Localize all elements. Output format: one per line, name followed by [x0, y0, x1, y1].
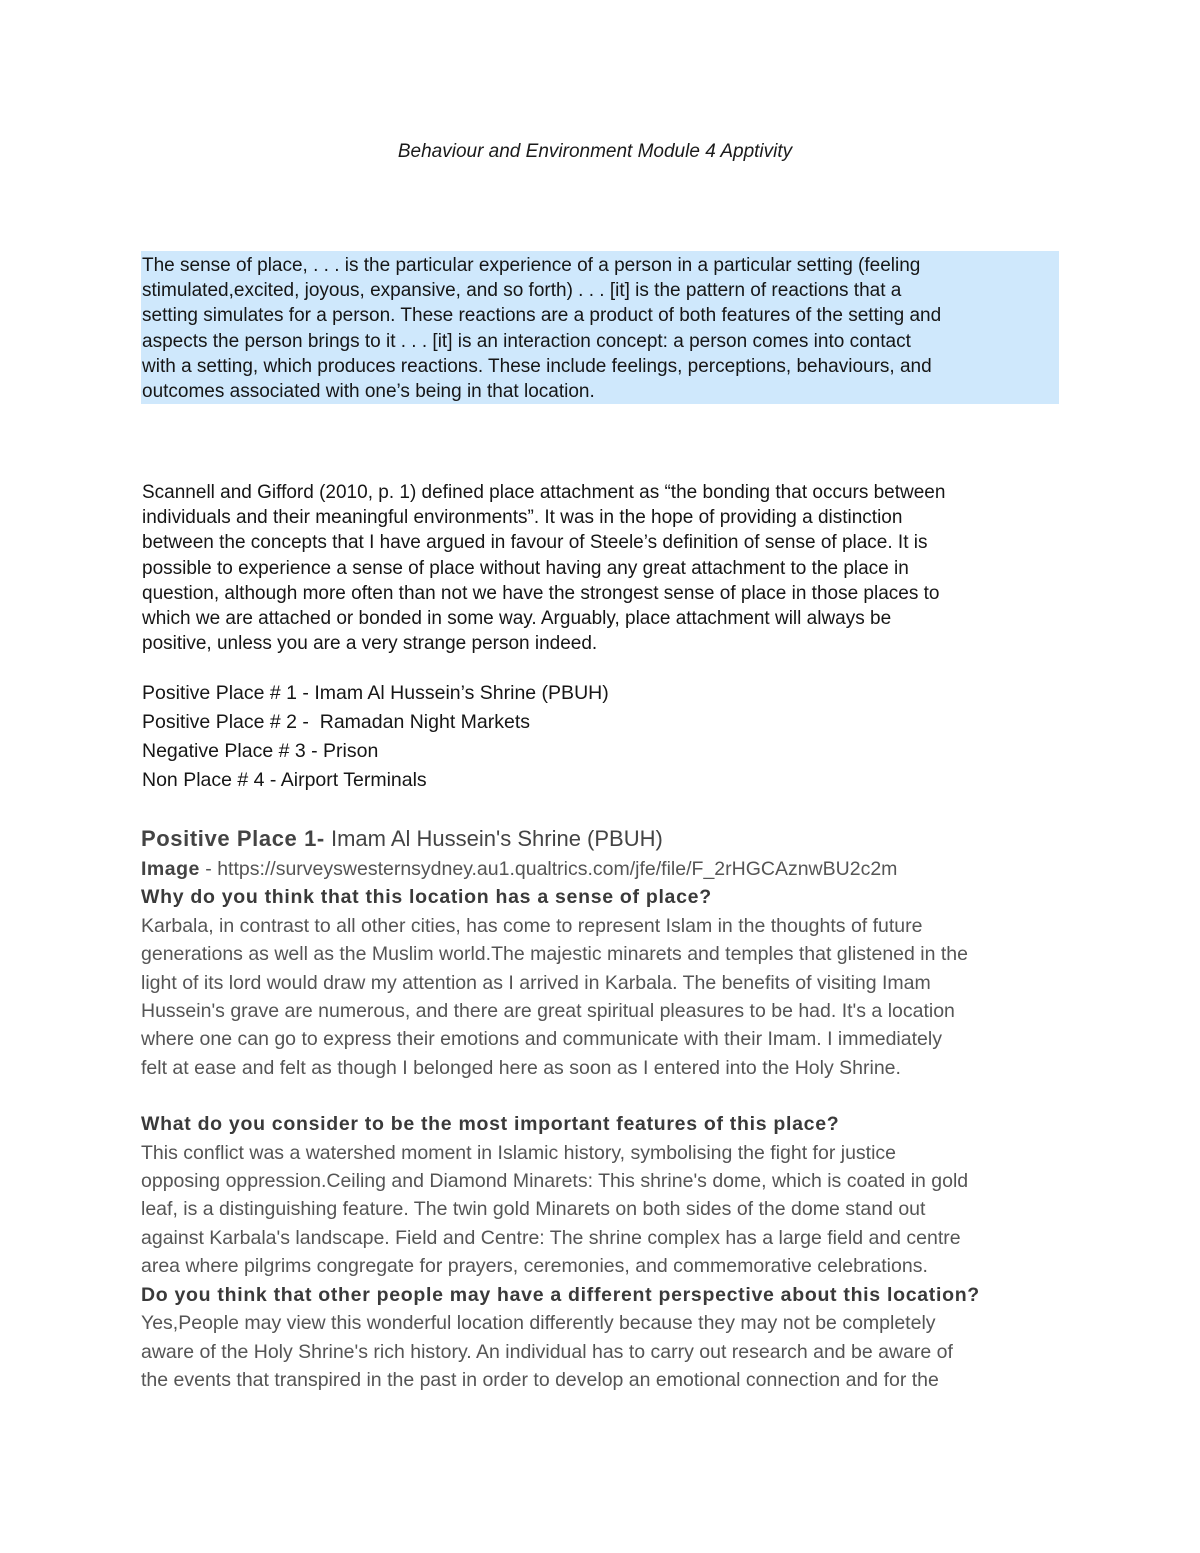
image-url: - https://surveyswesternsydney.au1.qualtrics.com/jfe/file/F_2rHGCAznwBU2c2m [199, 858, 898, 880]
document-title: Behaviour and Environment Module 4 Apptivity [397, 141, 793, 162]
answer-line: opposing oppression.Ceiling and Diamond Minarets: This shrine's dome, which is coated in gold [141, 1170, 969, 1193]
sense-of-place-quote [142, 253, 1062, 404]
quote-line: stimulated,excited, joyous, expansive, and so forth) . . . [it] is the pattern of reactions that a [142, 280, 902, 302]
section-heading-rest: Imam Al Hussein's Shrine (PBUH) [324, 826, 663, 851]
answer-line: where one can go to express their emotions and communicate with their Imam. I immediately [141, 1028, 942, 1051]
answer-line: Yes,People may view this wonderful location differently because they may not be completely [141, 1312, 936, 1335]
spacer [141, 1082, 1071, 1110]
answer-line: area where pilgrims congregate for prayers, ceremonies, and commemorative celebrations. [141, 1255, 928, 1278]
answer-line: felt at ease and felt as though I belonged here as soon as I entered into the Holy Shrine. [141, 1056, 901, 1079]
image-reference [141, 855, 1071, 883]
paragraph-line: which we are attached or bonded in some way. Arguably, place attachment will always be [142, 608, 892, 630]
question-sense-of-place: Why do you think that this location has a sense of place? [141, 886, 712, 909]
place-attachment-paragraph [142, 480, 1062, 656]
paragraph-line: individuals and their meaningful environments”. It was in the hope of providing a distinction [142, 507, 903, 529]
answer-important-features [141, 1139, 1071, 1281]
paragraph-line: positive, unless you are a very strange person indeed. [142, 633, 598, 655]
quote-line: setting simulates for a person. These reactions are a product of both features of the setting and [142, 305, 942, 327]
answer-line: Hussein's grave are numerous, and there are great spiritual pleasures to be had. It's a location [141, 1000, 955, 1023]
image-label: Image [141, 858, 200, 880]
place-item: Negative Place # 3 - Prison [142, 740, 379, 762]
quote-line: aspects the person brings to it . . . [it] is an interaction concept: a person comes into contact [142, 330, 911, 352]
question-different-perspective: Do you think that other people may have a different perspective about this location? [141, 1283, 980, 1306]
place-item: Positive Place # 2 - Ramadan Night Markets [142, 711, 531, 733]
paragraph-line: between the concepts that I have argued in favour of Steele’s definition of sense of place. It is [142, 532, 928, 554]
answer-line: generations as well as the Muslim world.The majestic minarets and temples that glistened in the [141, 943, 968, 966]
answer-line: light of its lord would draw my attention as I arrived in Karbala. The benefits of visiting Imam [141, 971, 931, 994]
answer-line: leaf, is a distinguishing feature. The twin gold Minarets on both sides of the dome stand out [141, 1198, 926, 1221]
section-heading-bold: Positive Place 1- [141, 826, 325, 851]
places-list [142, 679, 1062, 795]
question-important-features: What do you consider to be the most important features of this place? [141, 1113, 840, 1136]
answer-line: the events that transpired in the past in order to develop an emotional connection and for the [141, 1368, 939, 1391]
paragraph-line: question, although more often than not we have the strongest sense of place in those places to [142, 582, 940, 604]
answer-line: aware of the Holy Shrine's rich history. An individual has to carry out research and be aware of [141, 1340, 953, 1363]
answer-line: This conflict was a watershed moment in Islamic history, symbolising the fight for justice [141, 1141, 897, 1164]
quote-line: with a setting, which produces reactions. These include feelings, perceptions, behaviours, and [142, 355, 932, 377]
quote-line: The sense of place, . . . is the particular experience of a person in a particular setting (feeling [142, 255, 921, 276]
place-item: Positive Place # 1 - Imam Al Hussein’s Shrine (PBUH) [142, 682, 609, 704]
place-item: Non Place # 4 - Airport Terminals [142, 769, 427, 791]
section-heading [141, 823, 1071, 855]
answer-different-perspective [141, 1309, 1071, 1394]
answer-sense-of-place [141, 912, 1071, 1082]
paragraph-line: possible to experience a sense of place without having any great attachment to the place in [142, 557, 909, 579]
paragraph-line: Scannell and Gifford (2010, p. 1) defined place attachment as “the bonding that occurs between [142, 482, 946, 503]
quote-line: outcomes associated with one’s being in that location. [142, 381, 595, 403]
positive-place-1-section [141, 823, 1071, 1394]
answer-line: against Karbala's landscape. Field and Centre: The shrine complex has a large field and centre [141, 1226, 961, 1249]
answer-line: Karbala, in contrast to all other cities, has come to represent Islam in the thoughts of future [141, 914, 923, 937]
